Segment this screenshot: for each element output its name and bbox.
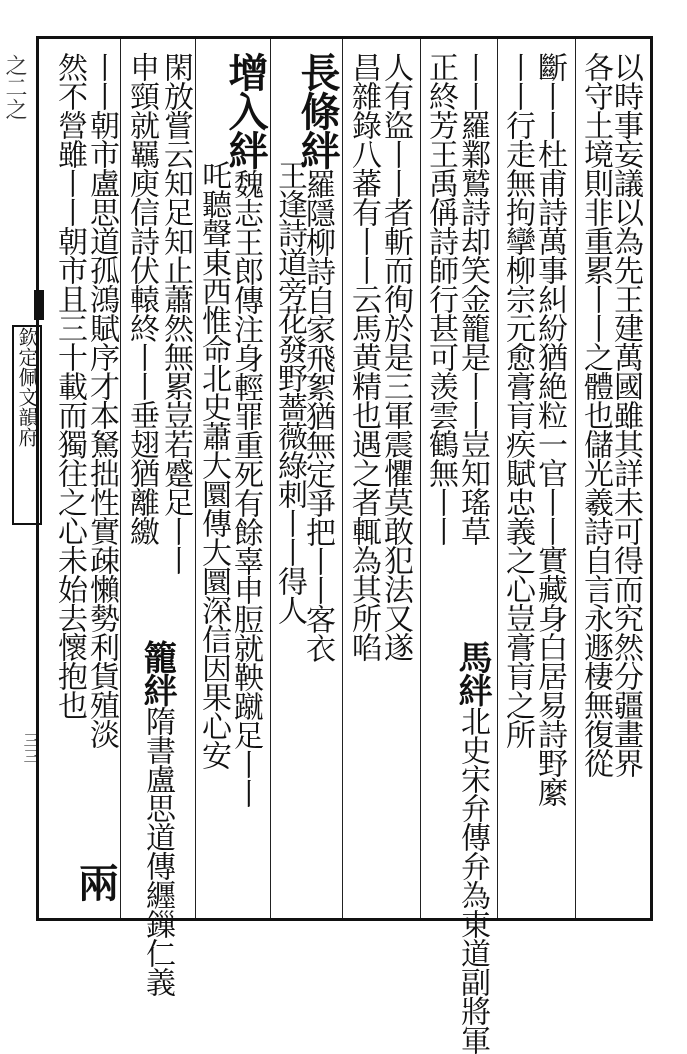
text-column: 各守土境則非重累丨丨之體也儲光羲詩自言永遯棲無復從 xyxy=(578,52,613,777)
text-column: 申頸就羈庾信詩伏轅終丨丨垂翅猶離繳 xyxy=(124,52,159,545)
heading-long-ban: 籠絆 xyxy=(137,640,177,706)
heading-zeng-ru-ban: 增入絆 xyxy=(222,52,269,169)
long-ban-text: 隋書盧思道傳纒鏁仁義 xyxy=(140,706,175,996)
heading-chang-tiao-ban: 長條絆 xyxy=(294,52,341,169)
text-column: 然不營雖丨丨朝市且三十載而獨往之心未始去懷抱也 xyxy=(52,52,87,719)
margin-title: 欽定佩文韻府 xyxy=(12,325,42,525)
text-column: 昌雜錄八蕃有丨丨云馬黄精也遇之者輒為其所啗 xyxy=(346,52,381,661)
folio-number: 三三 xyxy=(21,732,40,764)
edge-text: 之二之 xyxy=(2,54,27,120)
text-column: 斷丨丨杜甫詩萬事糾紛猶絶粒一官丨丨實藏身白居易詩野縻 xyxy=(532,52,567,806)
text-column: 人有盜丨丨者斬而徇於是三軍震懼莫敢犯法又遂 xyxy=(378,52,413,661)
text-column: 以時事妄議以為先王建萬國雖其詳未可得而究然分疆畫界 xyxy=(608,52,643,777)
column-rule xyxy=(420,39,421,918)
heading-ma-ban-block xyxy=(452,640,492,1054)
column-rule xyxy=(270,39,271,918)
column-rule xyxy=(120,39,121,918)
column-rule xyxy=(575,39,576,918)
text-column: 丨丨行走無拘攣柳宗元愈膏肓疾賦忠義之心豈膏肓之所 xyxy=(500,52,535,748)
column-rule xyxy=(342,39,343,918)
heading-ma-ban: 馬絆 xyxy=(452,640,492,706)
heading-zeng-ru-block xyxy=(222,52,269,912)
heading-long-ban-block xyxy=(137,640,177,996)
ke-yi: 客衣 xyxy=(300,604,335,662)
text-column: 丨丨朝市盧思道孤鴻賦序才本駑拙性實疎懶勢利貨殖淡 xyxy=(84,52,119,748)
text-column: 魏志王郎傳注身輕罪重死有餘辜申脰就鞅蹴足丨丨 xyxy=(228,169,263,807)
text-column: 正終芳王禹偁詩師行甚可羡雲鶴無丨丨 xyxy=(423,52,458,545)
ma-ban-text: 北史宋弁傳弁為東道副將軍 xyxy=(455,706,490,1054)
text-column: 閑放嘗云知足知止蕭然無累豈若蹙足丨丨 xyxy=(158,52,193,574)
text-column: 丨丨羅鄴鷲詩却笑金籠是丨丨豈知瑤草 xyxy=(455,52,490,545)
text-column: 吒聽聲東西惟命北史蕭大圜傳大圜深信因果心安 xyxy=(196,160,231,769)
column-rule xyxy=(497,39,498,918)
text-column: 羅隱柳詩自家飛絮猶無定爭把丨丨 xyxy=(300,169,335,604)
text-column: 王逢詩道旁花發野薔薇綠刺丨丨得人 xyxy=(272,160,307,624)
liang-char: 兩 xyxy=(72,862,119,901)
